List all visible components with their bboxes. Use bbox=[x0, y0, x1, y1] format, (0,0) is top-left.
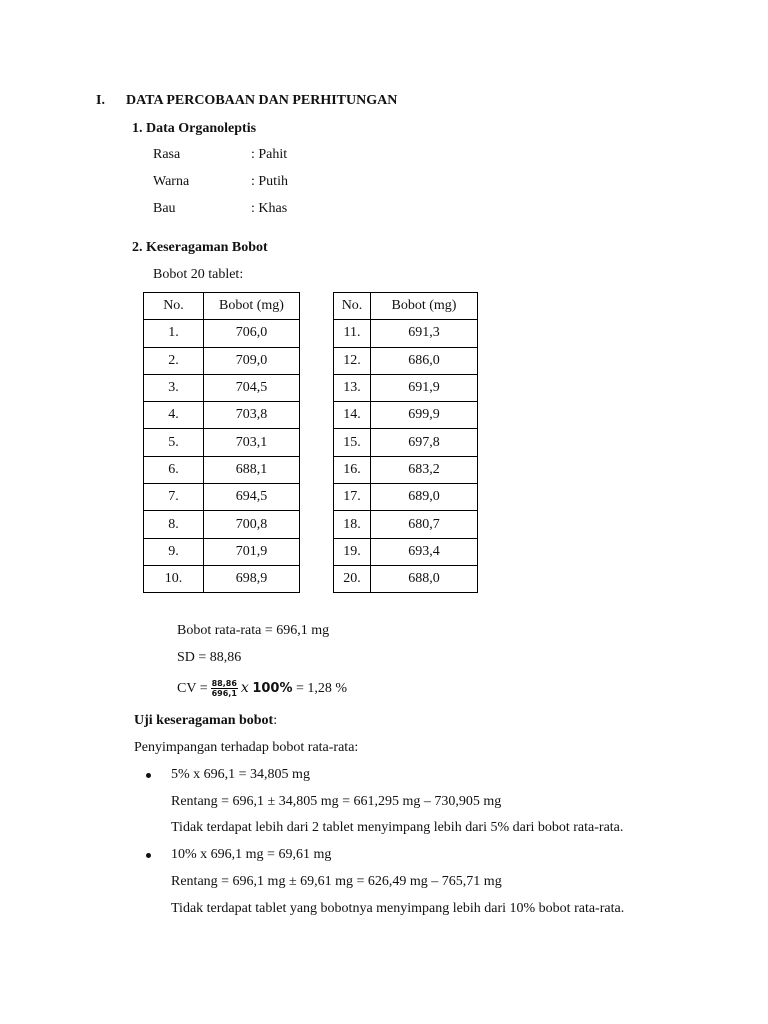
cv-formula bbox=[177, 674, 347, 702]
table-row bbox=[144, 347, 300, 374]
cell-bobot: 683,2 bbox=[371, 456, 478, 483]
cell-no: 9. bbox=[144, 538, 204, 565]
organoleptis-label: Warna bbox=[153, 174, 190, 189]
cell-bobot: 680,7 bbox=[371, 511, 478, 538]
table-row bbox=[334, 429, 478, 456]
bullet-range: Rentang = 696,1 ± 34,805 mg = 661,295 mg – 730,905 mg bbox=[171, 794, 502, 809]
cell-no: 4. bbox=[144, 402, 204, 429]
table-row bbox=[334, 456, 478, 483]
cell-bobot: 703,8 bbox=[204, 402, 300, 429]
table-row bbox=[334, 565, 478, 592]
bullet-main: 10% x 696,1 mg = 69,61 mg bbox=[171, 847, 332, 862]
cell-bobot: 706,0 bbox=[204, 320, 300, 347]
cell-no: 10. bbox=[144, 565, 204, 592]
table-row bbox=[144, 565, 300, 592]
table-row bbox=[144, 374, 300, 401]
cell-no: 19. bbox=[334, 538, 371, 565]
organoleptis-value: : Putih bbox=[251, 174, 288, 189]
table-row bbox=[144, 511, 300, 538]
col-header-bobot: Bobot (mg) bbox=[371, 293, 478, 320]
bullet-note: Tidak terdapat lebih dari 2 tablet menyimpang lebih dari 5% dari bobot rata-rata. bbox=[171, 820, 624, 835]
cell-bobot: 709,0 bbox=[204, 347, 300, 374]
table-row bbox=[334, 347, 478, 374]
cell-no: 20. bbox=[334, 565, 371, 592]
cell-bobot: 689,0 bbox=[371, 484, 478, 511]
keseragaman-subtitle: Bobot 20 tablet: bbox=[153, 267, 244, 282]
uji-intro: Penyimpangan terhadap bobot rata-rata: bbox=[134, 740, 359, 755]
organoleptis-label: Bau bbox=[153, 201, 176, 216]
bullet-icon bbox=[146, 773, 151, 778]
keseragaman-heading: 2. Keseragaman Bobot bbox=[132, 240, 268, 255]
table-row bbox=[334, 484, 478, 511]
col-header-no: No. bbox=[334, 293, 371, 320]
cell-no: 18. bbox=[334, 511, 371, 538]
cv-prefix: CV = bbox=[177, 681, 208, 696]
bullet-icon bbox=[146, 853, 151, 858]
bullet-range: Rentang = 696,1 mg ± 69,61 mg = 626,49 mg – 765,71 mg bbox=[171, 874, 502, 889]
uji-heading bbox=[134, 713, 277, 729]
table-row bbox=[334, 320, 478, 347]
cell-bobot: 698,9 bbox=[204, 565, 300, 592]
cell-bobot: 694,5 bbox=[204, 484, 300, 511]
uji-heading-colon: : bbox=[273, 713, 278, 728]
cell-bobot: 703,1 bbox=[204, 429, 300, 456]
cv-denominator: 696,1 bbox=[211, 689, 237, 699]
cell-bobot: 686,0 bbox=[371, 347, 478, 374]
table-row bbox=[334, 402, 478, 429]
table-row bbox=[144, 402, 300, 429]
table-row bbox=[144, 320, 300, 347]
cell-no: 12. bbox=[334, 347, 371, 374]
cell-no: 11. bbox=[334, 320, 371, 347]
cv-numerator: 88,86 bbox=[211, 679, 237, 689]
bullet-note: Tidak terdapat tablet yang bobotnya menyimpang lebih dari 10% bobot rata-rata. bbox=[171, 901, 625, 916]
table-row bbox=[144, 538, 300, 565]
mean-weight: Bobot rata-rata = 696,1 mg bbox=[177, 623, 330, 638]
cell-bobot: 700,8 bbox=[204, 511, 300, 538]
organoleptis-label: Rasa bbox=[153, 147, 181, 162]
cell-bobot: 688,0 bbox=[371, 565, 478, 592]
cell-no: 1. bbox=[144, 320, 204, 347]
cv-percent: 100% bbox=[252, 681, 293, 696]
bobot-table-left bbox=[143, 292, 300, 593]
cell-no: 2. bbox=[144, 347, 204, 374]
cell-bobot: 697,8 bbox=[371, 429, 478, 456]
section-numeral: I. bbox=[96, 93, 105, 108]
cv-fraction bbox=[211, 679, 238, 698]
table-row bbox=[334, 538, 478, 565]
cell-no: 13. bbox=[334, 374, 371, 401]
standard-deviation: SD = 88,86 bbox=[177, 650, 242, 665]
cell-bobot: 704,5 bbox=[204, 374, 300, 401]
section-title: DATA PERCOBAAN DAN PERHITUNGAN bbox=[126, 93, 398, 108]
cell-no: 15. bbox=[334, 429, 371, 456]
cell-no: 8. bbox=[144, 511, 204, 538]
cell-no: 14. bbox=[334, 402, 371, 429]
cell-bobot: 688,1 bbox=[204, 456, 300, 483]
cell-no: 3. bbox=[144, 374, 204, 401]
cv-multiply: x bbox=[240, 680, 249, 696]
cell-bobot: 693,4 bbox=[371, 538, 478, 565]
uji-heading-text: Uji keseragaman bobot bbox=[134, 713, 274, 728]
cell-bobot: 691,3 bbox=[371, 320, 478, 347]
cell-bobot: 701,9 bbox=[204, 538, 300, 565]
table-row bbox=[144, 484, 300, 511]
cell-no: 16. bbox=[334, 456, 371, 483]
col-header-bobot: Bobot (mg) bbox=[204, 293, 300, 320]
cell-no: 6. bbox=[144, 456, 204, 483]
col-header-no: No. bbox=[144, 293, 204, 320]
cell-no: 5. bbox=[144, 429, 204, 456]
table-row bbox=[334, 511, 478, 538]
cell-no: 17. bbox=[334, 484, 371, 511]
cell-bobot: 691,9 bbox=[371, 374, 478, 401]
cell-bobot: 699,9 bbox=[371, 402, 478, 429]
bobot-table-right bbox=[333, 292, 478, 593]
organoleptis-value: : Khas bbox=[251, 201, 288, 216]
organoleptis-value: : Pahit bbox=[251, 147, 288, 162]
bullet-main: 5% x 696,1 = 34,805 mg bbox=[171, 767, 310, 782]
organoleptis-heading: 1. Data Organoleptis bbox=[132, 121, 257, 136]
cell-no: 7. bbox=[144, 484, 204, 511]
table-row bbox=[144, 456, 300, 483]
table-row bbox=[144, 429, 300, 456]
cv-result: = 1,28 % bbox=[295, 681, 348, 696]
table-row bbox=[334, 374, 478, 401]
